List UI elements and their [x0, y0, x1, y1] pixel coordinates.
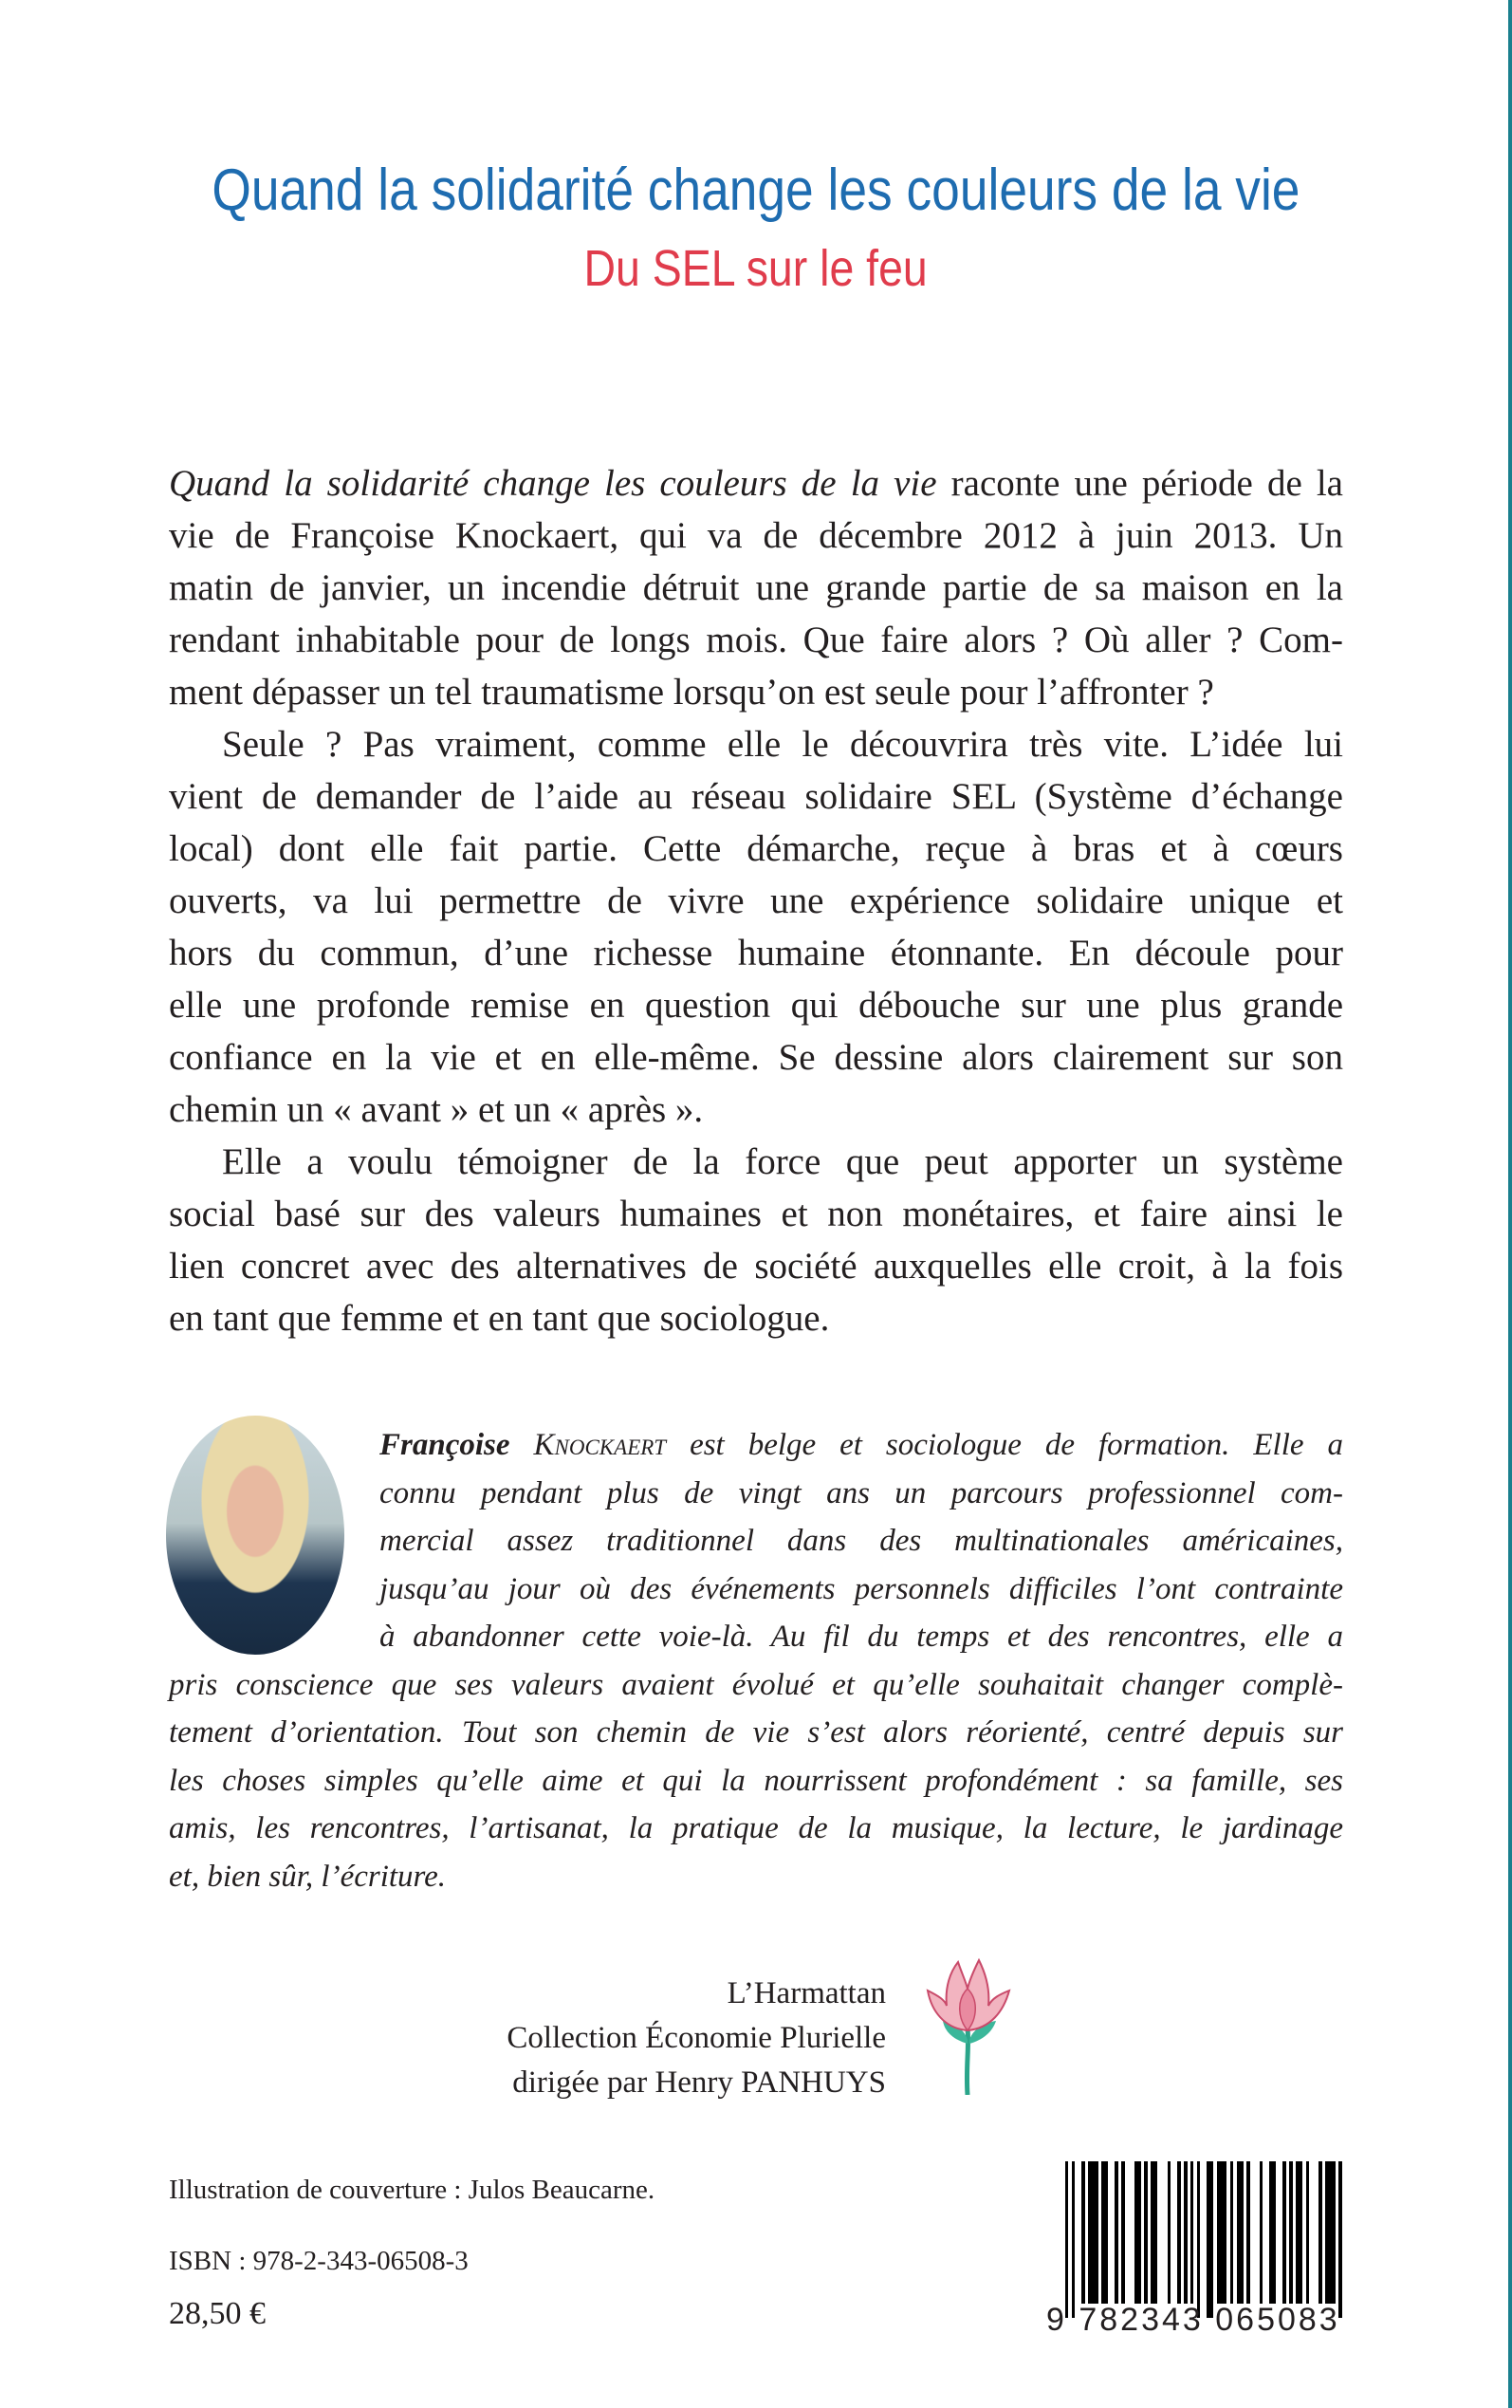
bio-line: pris conscience que ses valeurs avaient évolué et qu’elle souhaitait changer complè-: [169, 1667, 1343, 1702]
barcode-bar: [1200, 2161, 1207, 2304]
summary-line: vient de demander de l’aide au réseau solidaire SEL (Système d’échange: [169, 776, 1343, 817]
isbn: ISBN : 978-2-343-06508-3: [169, 2246, 469, 2276]
summary-line: ouverts, va lui permettre de vivre une expérience solidaire unique et: [169, 880, 1343, 921]
book-title: Quand la solidarité change les couleurs de la vie: [212, 157, 1300, 223]
summary-line: Elle a voulu témoigner de la force que peut apporter un système: [222, 1141, 1343, 1182]
lotus-flower-logo-icon: [916, 1953, 1019, 2095]
summary-line: elle une profonde remise en question qui débouche sur une plus grande: [169, 985, 1343, 1026]
summary-line: local) dont elle fait partie. Cette démarche, reçue à bras et à cœurs: [169, 828, 1343, 869]
summary-line: matin de janvier, un incendie détruit une grande partie de sa maison en la: [169, 567, 1343, 608]
barcode-bar: [1276, 2161, 1282, 2304]
publisher-block: [379, 1972, 886, 2105]
barcode-bar: [1171, 2161, 1177, 2304]
barcode-bar: [1207, 2161, 1213, 2318]
summary-line: lien concret avec des alternatives de société auxquelles elle croit, à la fois: [169, 1246, 1343, 1287]
barcode-bar: [1309, 2161, 1318, 2304]
summary-line: rendant inhabitable pour de longs mois. Que faire alors ? Où aller ? Com-: [169, 620, 1343, 660]
summary-line: confiance en la vie et en elle-même. Se dessine alors clairement sur son: [169, 1037, 1343, 1078]
barcode-bar: [1237, 2161, 1244, 2304]
barcode-bar: [1325, 2161, 1335, 2304]
spine-edge-line: [1508, 0, 1512, 2408]
collection-name: Collection Économie Plurielle: [507, 2021, 886, 2055]
barcode-bar: [1125, 2161, 1134, 2304]
bio-line: Françoise Knockaert est belge et sociologue de formation. Elle a: [379, 1428, 1343, 1462]
barcode-bar: [1296, 2161, 1302, 2304]
barcode-bar: [1151, 2161, 1157, 2304]
barcode-bar: [1108, 2161, 1115, 2304]
bio-line: mercial assez traditionnel dans des multinationales américaines,: [379, 1524, 1343, 1558]
summary-line: chemin un « avant » et un « après ».: [169, 1089, 704, 1130]
barcode-bar: [1101, 2161, 1108, 2304]
author-bio: [169, 1421, 1343, 1900]
bio-line: les choses simples qu’elle aime et qui la nourrissent profondément : sa famille, ses: [169, 1763, 1343, 1798]
bio-line: connu pendant plus de vingt ans un parcours professionnel com-: [379, 1475, 1343, 1510]
collection-director: dirigée par Henry PANHUYS: [512, 2065, 886, 2100]
summary-line: hors du commun, d’une richesse humaine étonnante. En découle pour: [169, 933, 1343, 973]
summary-line: Quand la solidarité change les couleurs de la vie raconte une période de la: [169, 463, 1343, 504]
illustration-credit: Illustration de couverture : Julos Beaucarne.: [169, 2175, 655, 2205]
barcode-digits: 9 782343 065083: [1046, 2302, 1340, 2338]
barcode: [1046, 2161, 1346, 2342]
barcode-bar: [1342, 2161, 1345, 2304]
summary-line: en tant que femme et en tant que sociologue.: [169, 1298, 830, 1339]
barcode-bar: [1263, 2161, 1269, 2304]
barcode-bar: [1250, 2161, 1260, 2304]
summary-line: Seule ? Pas vraiment, comme elle le découvrira très vite. L’idée lui: [222, 724, 1343, 765]
barcode-bar: [1088, 2161, 1097, 2304]
bio-line: amis, les rencontres, l’artisanat, la pratique de la musique, la lecture, le jardinage: [169, 1811, 1343, 1845]
barcode-bar: [1157, 2161, 1167, 2304]
summary-line: ment dépasser un tel traumatisme lorsqu’on est seule pour l’affronter ?: [169, 672, 1214, 713]
barcode-bars: [1065, 2161, 1346, 2304]
barcode-bar: [1075, 2161, 1081, 2304]
bio-line: et, bien sûr, l’écriture.: [169, 1859, 447, 1894]
book-subtitle: Du SEL sur le feu: [583, 240, 929, 297]
barcode-bar: [1269, 2161, 1276, 2304]
price: 28,50 €: [169, 2296, 266, 2331]
publisher-name: L’Harmattan: [727, 1976, 886, 2010]
summary-line: social basé sur des valeurs humaines et non monétaires, et faire ainsi le: [169, 1194, 1343, 1234]
bio-line: à abandonner cette voie-là. Au fil du temps et des rencontres, elle a: [379, 1620, 1343, 1654]
bio-line: jusqu’au jour où des événements personnels difficiles l’ont contrainte: [379, 1571, 1343, 1606]
summary-line: vie de Françoise Knockaert, qui va de décembre 2012 à juin 2013. Un: [169, 515, 1343, 556]
barcode-bar: [1217, 2161, 1226, 2304]
summary-text: [169, 457, 1343, 1344]
bio-line: tement d’orientation. Tout son chemin de vie s’est alors réorienté, centré depuis sur: [169, 1715, 1343, 1750]
barcode-bar: [1134, 2161, 1141, 2304]
